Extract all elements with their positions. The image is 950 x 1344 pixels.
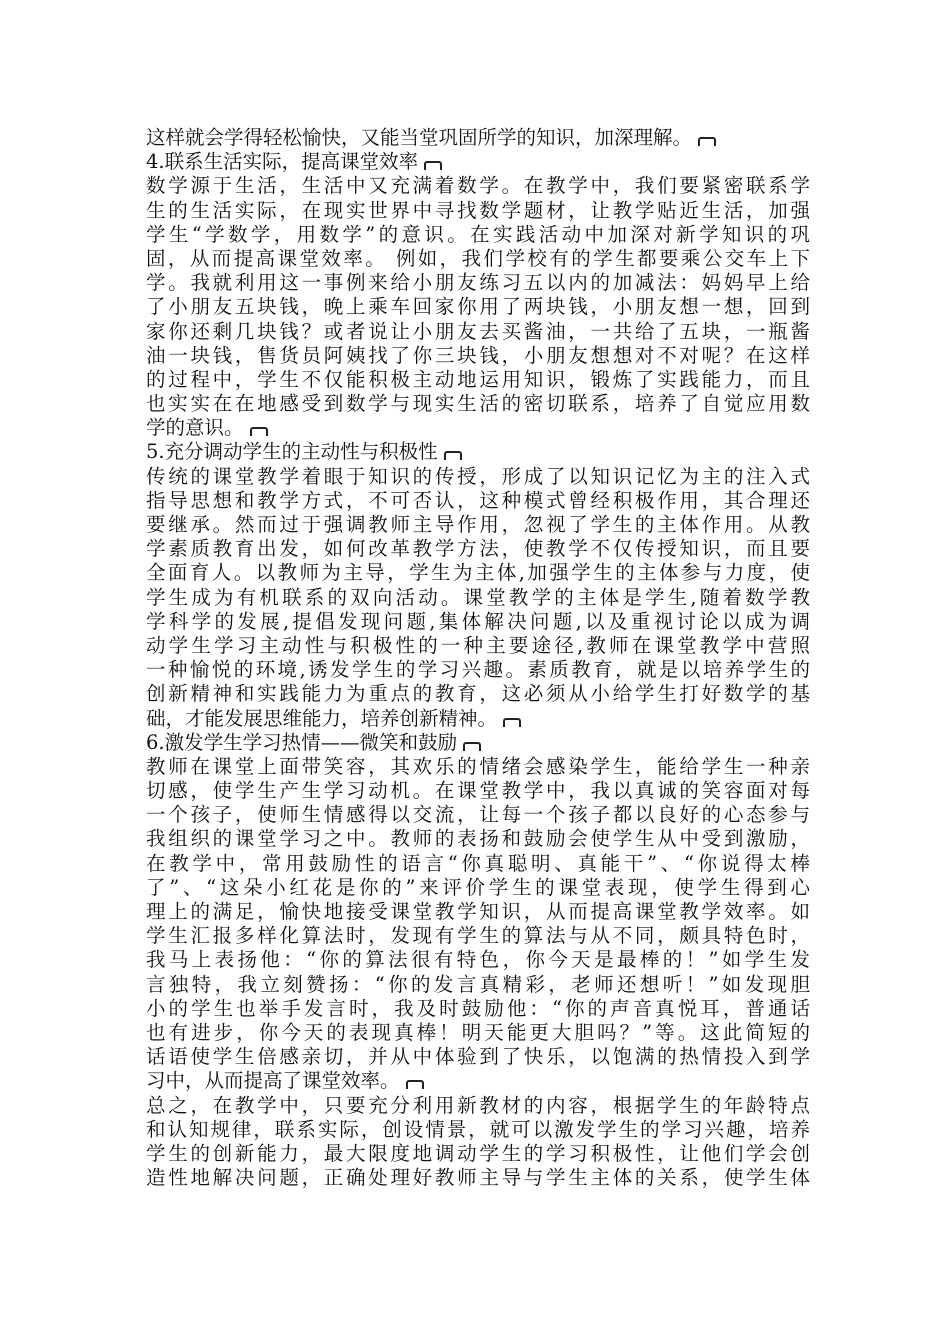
paragraph-mark-icon: [250, 427, 268, 436]
text-line: 习中，从而提高了课堂效率。: [146, 1069, 810, 1093]
text-line: 话语使学生倍感亲切，并从中体验到了快乐，以饱满的热情投入到学: [146, 1045, 810, 1069]
text-line: 切感，使学生产生学习动机。在课堂教学中，我以真诚的笑容面对每: [146, 779, 810, 803]
text-line: 学生汇报多样化算法时，发现有学生的算法与从不同，颇具特色时，: [146, 924, 810, 948]
paragraph-mark-icon: [698, 137, 716, 146]
text-line: 学生“学数学，用数学”的意识。在实践活动中加深对新学知识的巩: [146, 222, 810, 246]
text-line: 也有进步，你今天的表现真棒！明天能更大胆吗？”等。这此简短的: [146, 1020, 810, 1044]
text-line: 了小朋友五块钱，晚上乘车回家你用了两块钱，小朋友想一想，回到: [146, 295, 810, 319]
text-line: 学科学的发展,提倡发现问题,集体解决问题,以及重视讨论以成为调: [146, 609, 810, 633]
text-line: 家你还剩几块钱？或者说让小朋友去买酱油，一共给了五块，一瓶酱: [146, 319, 810, 343]
paragraph-mark-icon: [444, 451, 462, 460]
text-line: 理上的满足，愉快地接受课堂教学知识，从而提高课堂教学效率。如: [146, 900, 810, 923]
text-line: 和认知规律，联系实际，创设情景，就可以激发学生的学习兴趣，培养: [146, 1117, 810, 1141]
text-line: 全面育人。以教师为主导，学生为主体,加强学生的主体参与力度，使: [146, 561, 810, 585]
text-line: 数学源于生活，生活中又充满着数学。在教学中，我们要紧密联系学: [146, 174, 810, 198]
text-line: 在教学中，常用鼓励性的语言“你真聪明、真能干”、“你说得太棒: [146, 851, 810, 875]
text-line: 小的学生也举手发言时，我及时鼓励他：“你的声音真悦耳，普通话: [146, 996, 810, 1020]
text-line: 造性地解决问题，正确处理好教师主导与学生主体的关系，使学生体: [146, 1166, 810, 1190]
text-line: 生的生活实际，在现实世界中寻找数学题材，让教学贴近生活，加强: [146, 198, 810, 222]
text-line: 一个孩子，使师生情感得以交流，让每一个孩子都以良好的心态参与: [146, 803, 810, 827]
text-line: 指导思想和教学方式，不可否认，这种模式曾经积极作用，其合理还: [146, 488, 810, 512]
paragraph-mark-icon: [406, 1080, 424, 1089]
text-line: 油一块钱，售货员阿姨找了你三块钱，小朋友想想对不对呢？在这样: [146, 343, 810, 367]
text-line: 言独特，我立刻赞扬：“你的发言真精彩，老师还想听！”如发现胆: [146, 972, 810, 996]
text-line: 我组织的课堂学习之中。教师的表扬和鼓励会使学生从中受到激励，: [146, 827, 810, 851]
document-body: [146, 126, 810, 1190]
paragraph-mark-icon: [503, 718, 521, 727]
paragraph-mark-icon: [463, 742, 481, 751]
text-line: 础，才能发展思维能力，培养创新精神。: [146, 707, 810, 731]
text-line: 学生成为有机联系的双向活动。课堂教学的主体是学生,随着数学教: [146, 585, 810, 609]
section-heading: 5.充分调动学生的主动性与积极性: [146, 440, 810, 464]
section-heading: 6.激发学生学习热情——微笑和鼓励: [146, 731, 810, 755]
text-line: 也实实在在地感受到数学与现实生活的密切联系，培养了自觉应用数: [146, 392, 810, 416]
paragraph-mark-icon: [424, 161, 442, 170]
text-line: 学。我就利用这一事例来给小朋友练习五以内的加减法：妈妈早上给: [146, 271, 810, 295]
text-line: 的过程中，学生不仅能积极主动地运用知识，锻炼了实践能力，而且: [146, 367, 810, 391]
text-line: 总之，在教学中，只要充分利用新教材的内容，根据学生的年龄特点: [146, 1093, 810, 1117]
text-line: 学生的创新能力，最大限度地调动学生的学习积极性，让他们学会创: [146, 1141, 810, 1165]
text-line: 我马上表扬他：“你的算法很有特色，你今天是最棒的！”如学生发: [146, 948, 810, 972]
text-line: 要继承。然而过于强调教师主导作用，忽视了学生的主体作用。从教: [146, 513, 810, 536]
text-line: 创新精神和实践能力为重点的教育，这必须从小给学生打好数学的基: [146, 682, 810, 706]
text-line: 动学生学习主动性与积极性的一种主要途径,教师在课堂教学中营照: [146, 633, 810, 657]
text-line: 学的意识。: [146, 416, 810, 440]
text-line: 传统的课堂教学着眼于知识的传授，形成了以知识记忆为主的注入式: [146, 464, 810, 488]
text-line: 一种愉悦的环境,诱发学生的学习兴趣。素质教育，就是以培养学生的: [146, 658, 810, 682]
text-line: 学素质教育出发，如何改革教学方法，使教学不仅传授知识，而且要: [146, 537, 810, 561]
section-heading: 4.联系生活实际，提高课堂效率: [146, 150, 810, 174]
text-line: 了”、“这朵小红花是你的”来评价学生的课堂表现，使学生得到心: [146, 875, 810, 899]
text-line: 教师在课堂上面带笑容，其欢乐的情绪会感染学生，能给学生一种亲: [146, 754, 810, 778]
text-line: 固，从而提高课堂效率。 例如，我们学校有的学生都要乘公交车上下: [146, 246, 810, 270]
text-line: 这样就会学得轻松愉快，又能当堂巩固所学的知识，加深理解。: [146, 126, 810, 150]
